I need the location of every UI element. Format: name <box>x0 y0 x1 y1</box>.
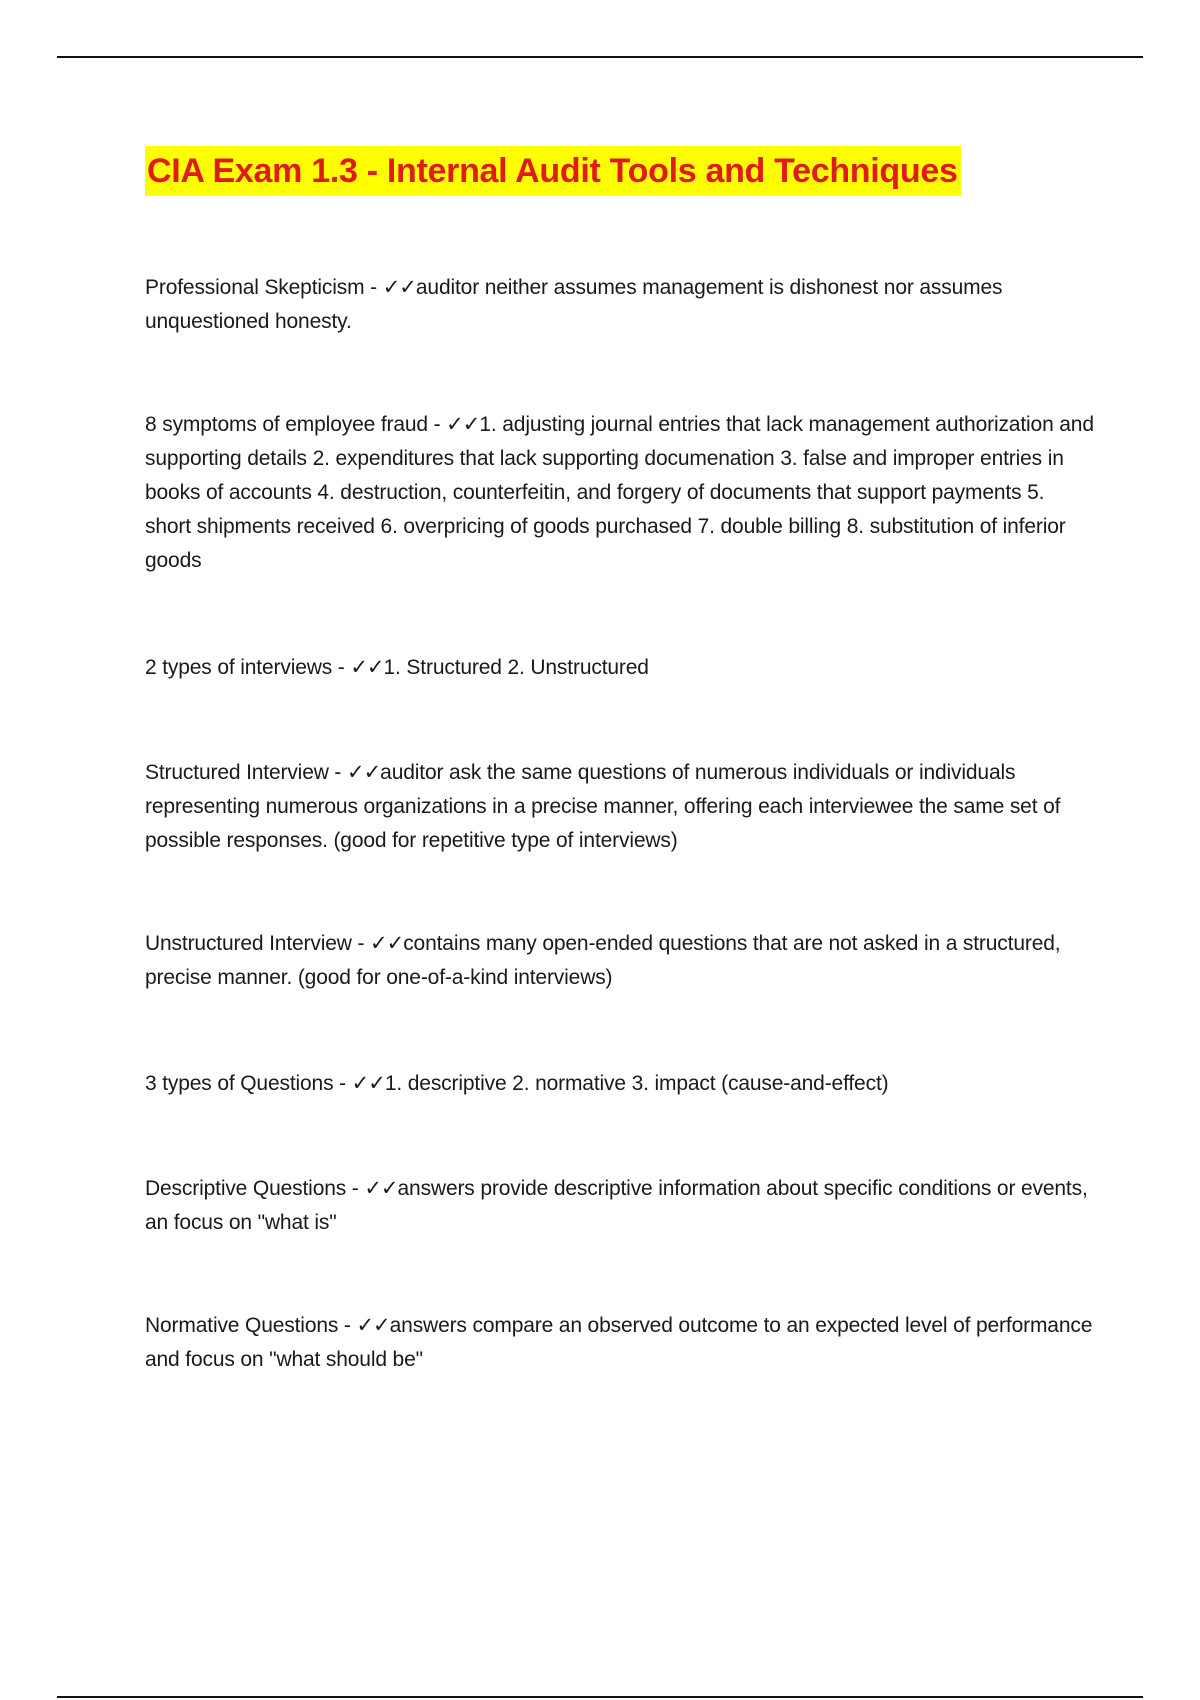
entry-term: Structured Interview - <box>145 761 347 784</box>
entry-types-of-questions <box>145 1066 1095 1101</box>
document-title: CIA Exam 1.3 - Internal Audit Tools and Techniques <box>145 146 961 196</box>
entry-definition: answers provide descriptive information about specific conditions or events, an focus on "what is" <box>145 1177 1088 1234</box>
check-marks-icon: ✓✓ <box>346 760 381 784</box>
entry-definition: auditor ask the same questions of numerous individuals or individuals representing numerous organizations in a precise manner, offering each interviewee the same set of possible responses. (good for repetitive type of interviews) <box>145 761 1061 852</box>
entry-definition: auditor neither assumes management is dishonest nor assumes unquestioned honesty. <box>145 276 1003 333</box>
entry-term: Normative Questions - <box>145 1314 357 1337</box>
entry-term: 2 types of interviews - <box>145 656 351 679</box>
entry-definition: answers compare an observed outcome to an expected level of performance and focus on "what should be" <box>145 1314 1093 1371</box>
check-marks-icon: ✓✓ <box>370 931 404 955</box>
entry-definition: 1. adjusting journal entries that lack management authorization and supporting details 2. expenditures that lack supporting documenation 3. false and improper entries in books of accounts 4. destruction, counterfeitin, and forgery of documents that support payments 5. short shipments received 6. overpricing of goods purchased 7. double billing 8. substitution of inferior goods <box>145 413 1094 572</box>
check-marks-icon: ✓✓ <box>446 412 480 436</box>
title-block <box>145 146 961 196</box>
entry-descriptive-questions <box>145 1171 1095 1240</box>
entry-term: Unstructured Interview - <box>145 932 370 955</box>
check-marks-icon: ✓✓ <box>364 1176 398 1200</box>
check-marks-icon: ✓✓ <box>382 275 416 299</box>
entry-types-of-interviews <box>145 650 1095 685</box>
entry-normative-questions <box>145 1308 1095 1377</box>
entry-definition: 1. Structured 2. Unstructured <box>383 656 649 679</box>
top-rule <box>57 56 1143 58</box>
entry-employee-fraud-symptoms <box>145 407 1095 578</box>
entry-structured-interview <box>145 755 1095 858</box>
check-marks-icon: ✓✓ <box>350 655 384 679</box>
entry-term: 3 types of Questions - <box>145 1072 352 1095</box>
entry-definition: contains many open-ended questions that are not asked in a structured, precise manner. (good for one-of-a-kind interviews) <box>145 932 1061 989</box>
entry-term: Descriptive Questions - <box>145 1177 365 1200</box>
entry-definition: 1. descriptive 2. normative 3. impact (cause-and-effect) <box>384 1072 889 1095</box>
check-marks-icon: ✓✓ <box>351 1071 385 1095</box>
entry-term: Professional Skepticism - <box>145 276 383 299</box>
entry-professional-skepticism <box>145 270 1095 339</box>
entry-term: 8 symptoms of employee fraud - <box>145 413 447 436</box>
bottom-rule <box>57 1696 1143 1698</box>
check-marks-icon: ✓✓ <box>356 1313 390 1337</box>
entry-unstructured-interview <box>145 926 1095 995</box>
